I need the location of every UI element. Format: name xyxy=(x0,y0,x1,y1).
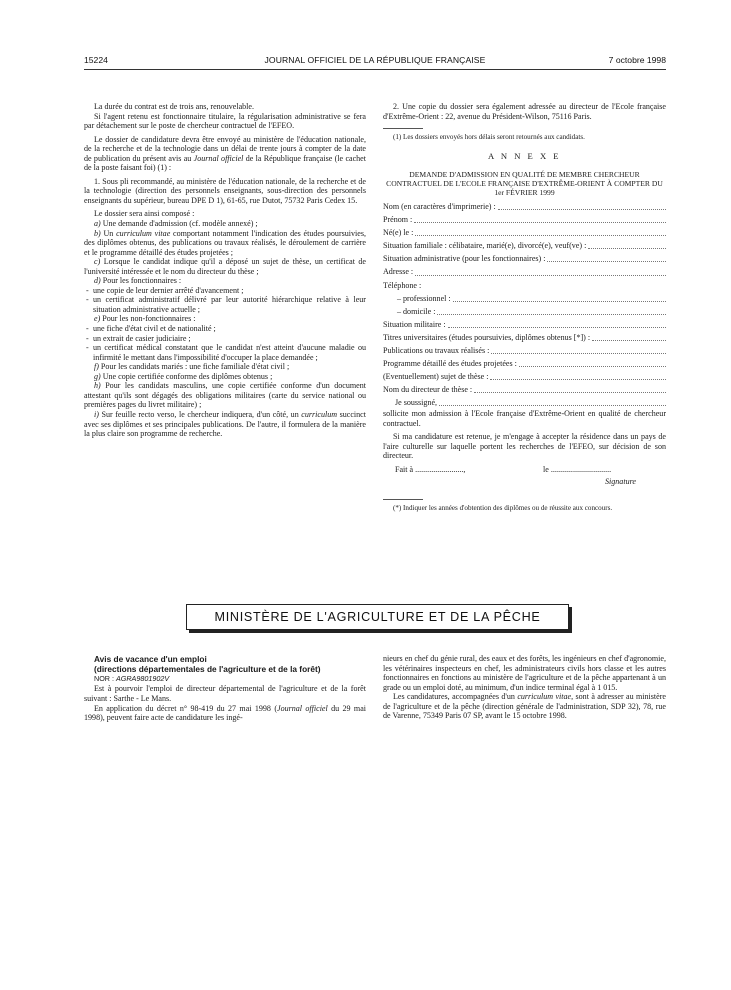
form-field-ne-le: Né(e) le : xyxy=(383,226,666,239)
list-item: c) Lorsque le candidat indique qu'il a déposé un sujet de thèse, un certificat de l'université intéressée et le nom du directeur du thèse ; xyxy=(84,257,366,276)
form-field-telephone: Téléphone : xyxy=(383,280,422,290)
form-field-programme: Programme détaillé des études projetées : xyxy=(383,357,666,370)
list-item: - un extrait de casier judiciaire ; xyxy=(84,334,366,344)
right-column xyxy=(383,102,666,513)
form-field-soussigne: Je soussigné, xyxy=(383,396,666,409)
list-item: h) Pour les candidats masculins, une copie certifiée conforme d'un document attestant qu'ils sont dégagés des obligations militaires (carte du service national ou premières pages du livret militaire) ; xyxy=(84,381,366,410)
header-rule xyxy=(84,69,666,70)
paragraph: Si l'agent retenu est fonctionnaire titulaire, la régularisation administrative se fera par détachement sur le poste de chercheur contractuel de l'EFEO. xyxy=(84,111,366,131)
footnote-rule xyxy=(383,128,423,129)
fait-a: Fait à ........................, xyxy=(395,464,466,474)
form-field-publications: Publications ou travaux réalisés : xyxy=(383,344,666,357)
list-item: a) Une demande d'admission (cf. modèle annexé) ; xyxy=(94,219,258,229)
list-item: - un certificat administratif délivré par leur autorité hiérarchique relative à leur situation administrative actuelle ; xyxy=(84,295,366,314)
footnote: (1) Les dossiers envoyés hors délais seront retournés aux candidats. xyxy=(393,133,585,142)
form-field-situation-familiale: Situation familiale : célibataire, marié(e), divorcé(e), veuf(ve) : xyxy=(383,239,666,252)
application-form xyxy=(383,200,666,409)
list-item: d) Pour les fonctionnaires : xyxy=(94,276,182,286)
issue-date: 7 octobre 1998 xyxy=(608,55,666,65)
demande-title: DEMANDE D'ADMISSION EN QUALITÉ DE MEMBRE CHERCHEUR CONTRACTUEL DE L'ECOLE FRANÇAISE D'EXTRÊME-ORIENT À COMPTER DU 1er FÉVRIER 1999 xyxy=(386,169,663,198)
form-field-titres-universitaires: Titres universitaires (études poursuivies, diplômes obtenus [*]) : xyxy=(383,331,666,344)
list-item: - une fiche d'état civil et de nationalité ; xyxy=(84,324,366,334)
list-item: - un certificat médical constatant que le candidat n'est atteint d'aucune maladie ou infirmité le mettant dans l'impossibilité d'occuper la place demandée ; xyxy=(84,343,366,362)
avis-subtitle: (directions départementales de l'agriculture et de la forêt) xyxy=(94,664,321,675)
paragraph: Si ma candidature est retenue, je m'engage à accepter la résidence dans un pays de l'aire culturelle sur laquelle portent les recherches de l'EFEO, sur décision de son directeur. xyxy=(383,432,666,461)
avis-title: Avis de vacance d'un emploi xyxy=(94,654,207,664)
form-field-tel-domicile: – domicile : xyxy=(383,305,666,318)
page-header xyxy=(84,55,666,69)
paragraph: nieurs en chef du génie rural, des eaux et des forêts, les ingénieurs en chef d'agronomie, les vétérinaires inspecteurs en chef, les administrateurs civils hors classe et les autres fonctionnaires en fonctions au ministère de l'agriculture et de la pêche appartenant à un grade ou un emploi doté, au minimum, d'un indice terminal égal à 1 015. xyxy=(383,654,666,692)
paragraph: Est à pourvoir l'emploi de directeur départemental de l'agriculture et de la forêt suivant : Sarthe - Le Mans. xyxy=(84,684,366,703)
paragraph: sollicite mon admission à l'Ecole française d'Extrême-Orient en qualité de chercheur contractuel. xyxy=(383,409,666,428)
form-field-situation-militaire: Situation militaire : xyxy=(383,318,666,331)
footnote-rule xyxy=(383,499,423,500)
paragraph: 2. Une copie du dossier sera également adressée au directeur de l'Ecole française d'Extrême-Orient : 22, avenue du Président-Wilson, 75116 Paris. xyxy=(383,102,666,121)
paragraph: Le dossier de candidature devra être envoyé au ministère de l'éducation nationale, de la recherche et de la technologie dans un délai de trente jours à compter de la date de publication du présent avis au Journal officiel de la République française (le cachet de la poste faisant foi) (1) : xyxy=(84,134,366,173)
form-field-tel-professionnel: – professionnel : xyxy=(383,292,666,305)
signature-label: Signature xyxy=(605,476,636,486)
form-field-prenom: Prénom : xyxy=(383,213,666,226)
nor-reference: NOR : AGRA9801902V xyxy=(94,674,170,684)
list-item: g) Une copie certifiée conforme des diplômes obtenus ; xyxy=(94,371,273,381)
ministry-title: MINISTÈRE DE L'AGRICULTURE ET DE LA PÊCHE xyxy=(214,610,541,624)
ministry-banner xyxy=(186,604,569,630)
footnote: (*) Indiquer les années d'obtention des diplômes ou de réussite aux concours. xyxy=(393,503,613,512)
form-field-situation-administrative: Situation administrative (pour les fonctionnaires) : xyxy=(383,252,666,265)
list-item: f) Pour les candidats mariés : une fiche familiale d'état civil ; xyxy=(94,362,290,372)
page-number: 15224 xyxy=(84,55,108,65)
avis-left-column xyxy=(84,654,366,723)
paragraph: Le dossier sera ainsi composé : xyxy=(94,209,195,219)
left-column xyxy=(84,102,366,439)
form-field-sujet-these: (Eventuellement) sujet de thèse : xyxy=(383,370,666,383)
paragraph: En application du décret n° 98-419 du 27 mai 1998 (Journal officiel du 29 mai 1998), peuvent faire acte de candidature les ingé- xyxy=(84,703,366,723)
form-field-adresse: Adresse : xyxy=(383,265,666,278)
form-field-nom: Nom (en caractères d'imprimerie) : xyxy=(383,200,666,213)
form-field-directeur-these: Nom du directeur de thèse : xyxy=(383,383,666,396)
list-item: - une copie de leur dernier arrêté d'avancement ; xyxy=(84,286,366,296)
paragraph: La durée du contrat est de trois ans, renouvelable. xyxy=(94,102,254,111)
paragraph: Les candidatures, accompagnées d'un curriculum vitae, sont à adresser au ministère de l'agriculture et de la pêche (direction générale de l'administration, SDP 32), 78, rue de Varenne, 75349 Paris 07 SP, avant le 15 octobre 1998. xyxy=(383,692,666,721)
avis-right-column xyxy=(383,654,666,721)
signature-line xyxy=(383,464,666,476)
date-le: le .............................. xyxy=(543,464,612,474)
annexe-title: A N N E X E xyxy=(487,151,562,162)
journal-title: JOURNAL OFFICIEL DE LA RÉPUBLIQUE FRANÇAISE xyxy=(264,55,486,65)
list-item: b) Un curriculum vitae comportant notamment l'indication des études poursuivies, des diplômes obtenus, des publications ou travaux réalisés, le déroulement de carrière et le programme détaillé des études projetées ; xyxy=(84,228,367,257)
paragraph: 1. Sous pli recommandé, au ministère de l'éducation nationale, de la recherche et de la technologie (direction des personnels enseignants, sous-direction des personnels enseignants du supérieur, bureau DPE D 1), 61-65, rue Dutot, 75732 Paris Cedex 15. xyxy=(84,176,366,205)
list-item: i) Sur feuille recto verso, le chercheur indiquera, d'un côté, un curriculum succinct avec ses diplômes et ses principales publications. De l'autre, il formulera de la manière la plus claire son programme de recherche. xyxy=(84,409,366,439)
list-item: e) Pour les non-fonctionnaires : xyxy=(94,314,196,324)
